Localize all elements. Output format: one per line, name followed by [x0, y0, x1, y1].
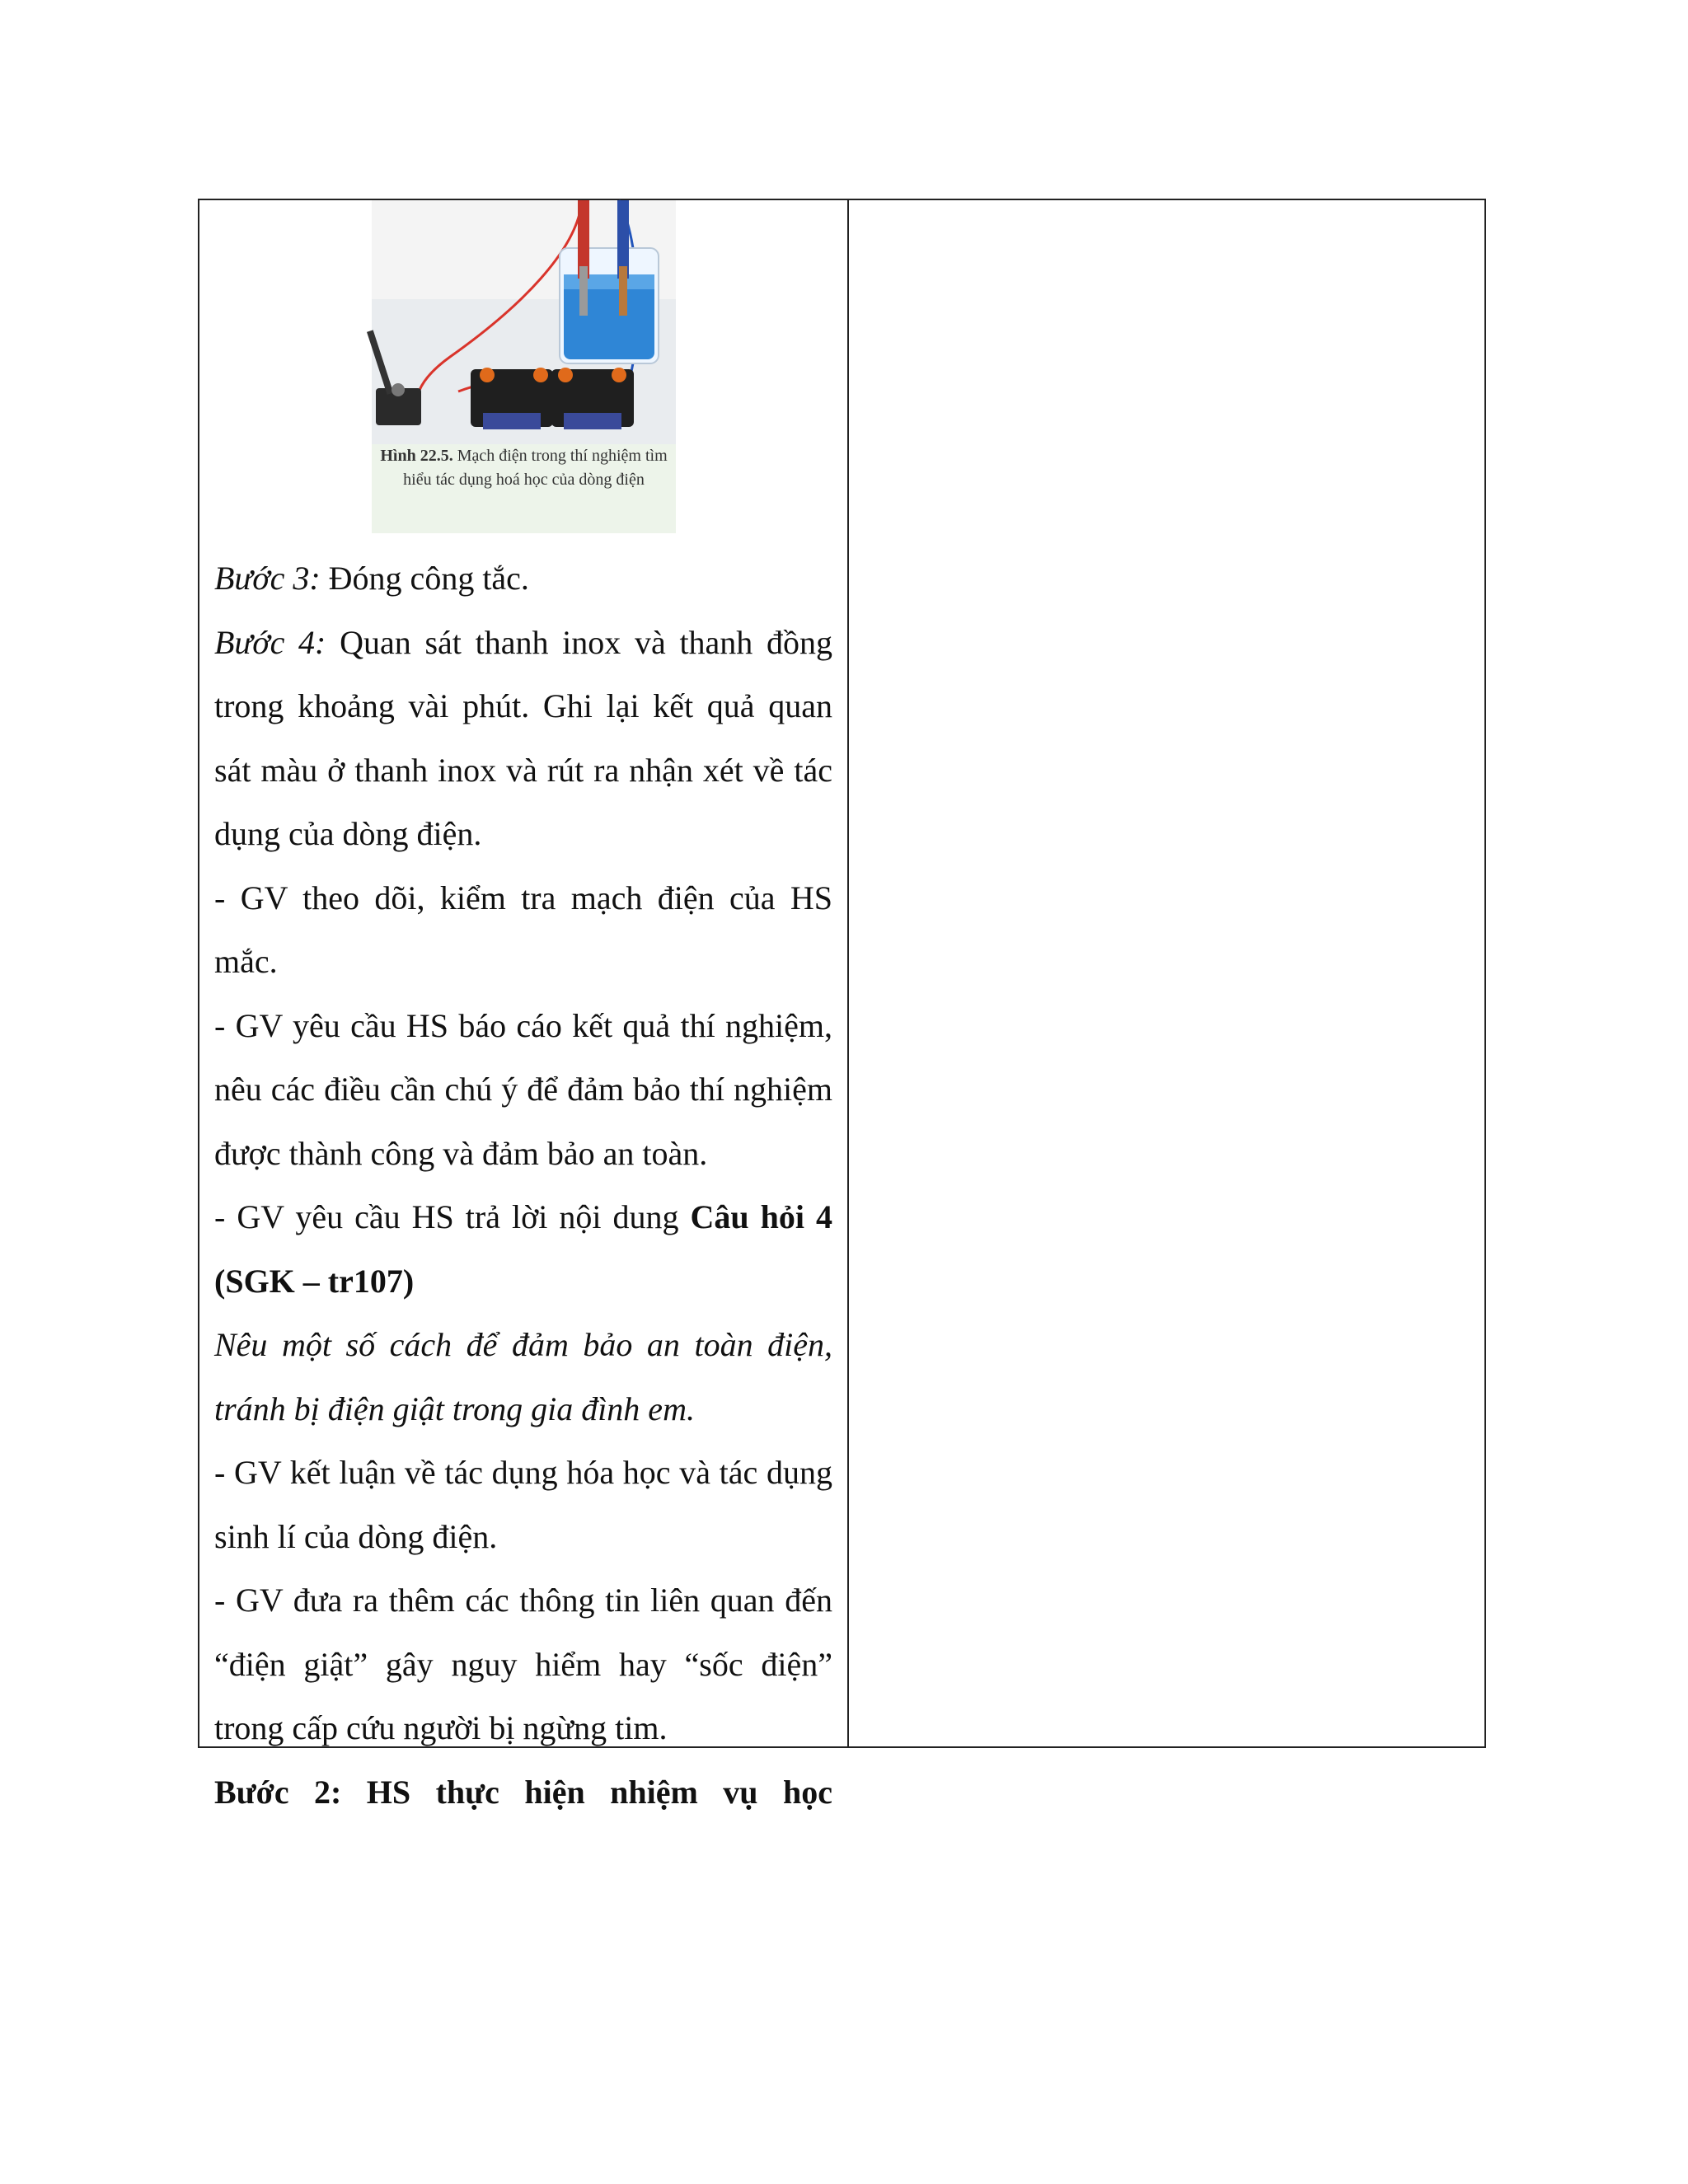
activity-text [214, 546, 832, 1824]
step-2-heading: Bước 2: HS thực hiện nhiệm vụ học [214, 1773, 832, 1811]
gv-item-2: - GV yêu cầu HS báo cáo kết quả thí nghiệm, nêu các điều cần chú ý để đảm bảo thí nghiệm được thành công và đảm bảo an toàn. [214, 1006, 832, 1172]
step-3: Bước 3: Đóng công tắc. [214, 560, 529, 597]
question-4-text: Nêu một số cách để đảm bảo an toàn điện, tránh bị điện giật trong gia đình em. [214, 1326, 832, 1427]
student-product-column [850, 200, 1484, 1746]
lesson-table [198, 199, 1486, 1811]
column-divider [847, 200, 849, 1746]
gv-item-5: - GV đưa ra thêm các thông tin liên quan đến “điện giật” gây nguy hiểm hay “sốc điện” trong cấp cứu người bị ngừng tim. [214, 1582, 832, 1746]
experiment-figure [372, 200, 676, 533]
gv-item-3: - GV yêu cầu HS trả lời nội dung Câu hỏi 4 (SGK – tr107) [214, 1198, 832, 1300]
gv-item-1: - GV theo dõi, kiểm tra mạch điện của HS mắc. [214, 879, 832, 980]
circuit-illustration [372, 200, 676, 444]
figure-caption: Hình 22.5. Mạch điện trong thí nghiệm tìm hiểu tác dụng hoá học của dòng điện [380, 447, 668, 489]
teacher-activity-column [214, 200, 833, 1811]
gv-item-4: - GV kết luận về tác dụng hóa học và tác dụng sinh lí của dòng điện. [214, 1454, 832, 1555]
step-4: Bước 4: Quan sát thanh inox và thanh đồng trong khoảng vài phút. Ghi lại kết quả quan sát màu ở thanh inox và rút ra nhận xét về tác dụng của dòng điện. [214, 623, 833, 852]
